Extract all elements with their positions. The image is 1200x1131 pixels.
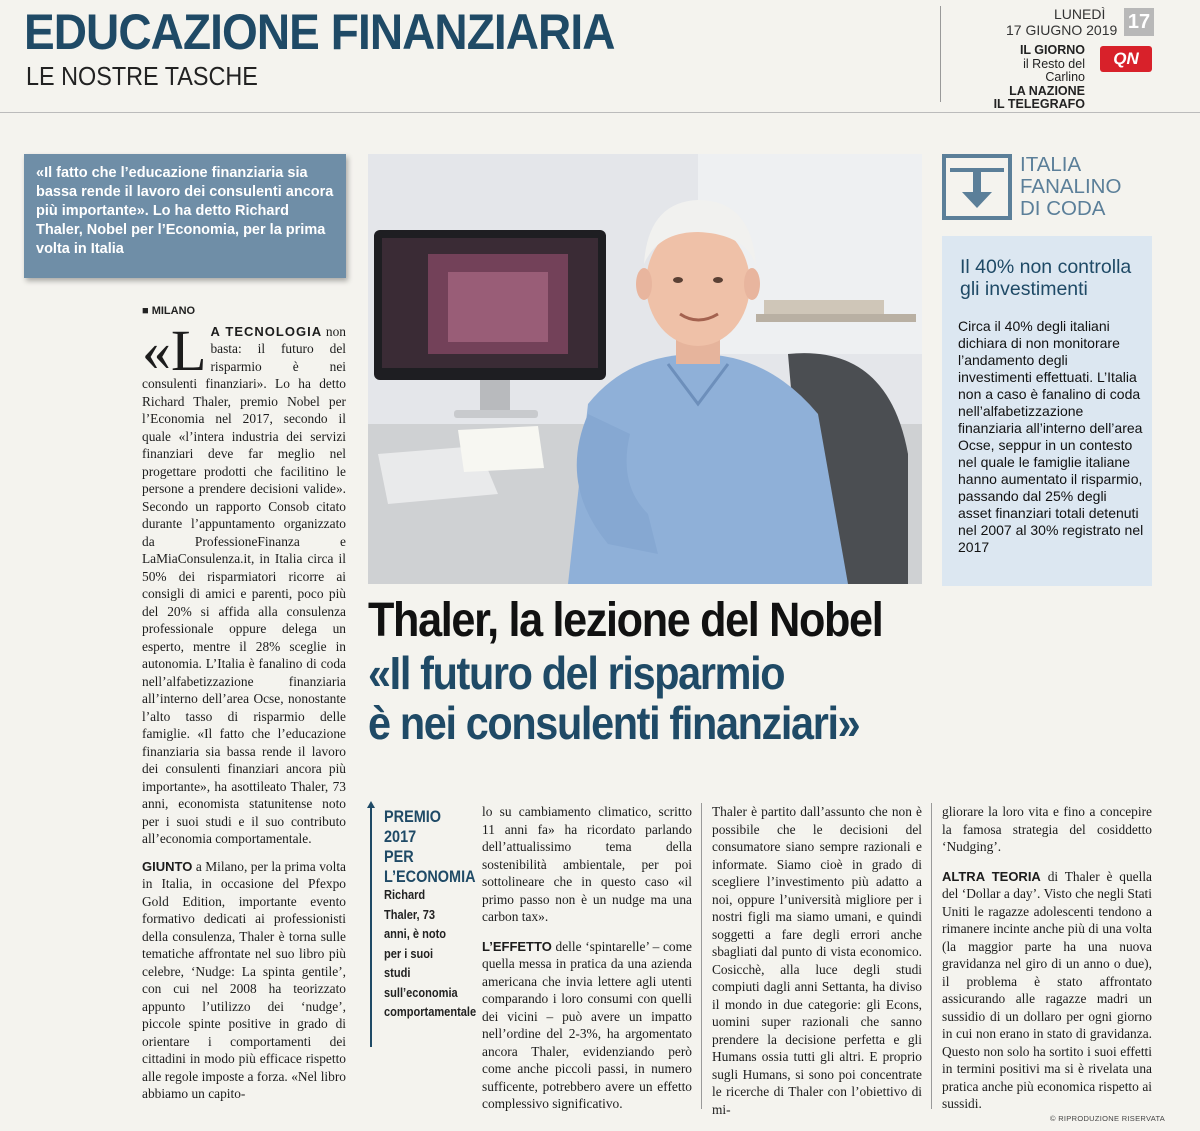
arrow-down-icon — [946, 158, 1008, 216]
award-label-line: PREMIO 2017 — [384, 807, 442, 846]
sidebar-body: Circa il 40% degli italiani dichiara di non monitorare l’andamento degli investimenti effettuati. L’Italia non a caso è fanalino di coda nell’alfabetizzazione finanziaria all’interno dell’area Ocse, seppur in un contesto nel quale le famiglie italiane hanno aumentato il risparmio, passando dal 25% degli asset finanziari totali detenuti nel 2007 al 30% registrato nel 2017 — [958, 318, 1144, 555]
article-paragraph: gliorare la loro vita e fino a concepire la famosa strategia del cosiddetto ‘Nudging’. — [942, 804, 1152, 854]
article-column-4 — [942, 803, 1152, 1125]
award-rule — [370, 803, 372, 1047]
article-paragraph — [942, 868, 1152, 1113]
sidebar-title-line: DI CODA — [1020, 197, 1106, 220]
headline-line-1: Thaler, la lezione del Nobel — [368, 594, 883, 647]
paragraph-text: non basta: il futuro del risparmio è nei consulenti finanziari». Lo ha detto Richard Thaler, premio Nobel per l’Economia nel 2017, secondo il quale «l’intera industria dei servizi finanziari deve far meglio nel progettare prodotti che facilitino le persone a prendere decisioni valide». Secondo un rapporto Consob citato durante l’appuntamento organizzato da ProfessioneFinanza e LaMiaConsulenza.it, in Italia circa il 50% dei risparmiatori ricorre ai consigli di amici e parenti, poco più del 20% si affida alla consulenza professionale oppure delega un esperto, mentre il 28% sceglie in autonomia. L’Italia è fanalino di coda nell’alfabetizzazione finanziaria all’interno dell’area Ocse, nonostante l’alto tasso di risparmio delle famiglie. «Il fatto che l’educazione finanziaria sia bassa rende il lavoro dei consulenti finanziari ancora più importante», ha asottileato Thaler, 73 anni, economista statunitense noto per i suoi studi e il suo contributo all’economia comportamentale. — [142, 323, 346, 846]
qn-logo: QN — [1100, 46, 1152, 72]
article-column-2 — [482, 803, 692, 1125]
headline-line-3: è nei consulenti finanziari» — [368, 697, 860, 749]
arrow-up-icon — [367, 801, 375, 808]
issue-date: 17 GIUGNO 2019 — [1006, 22, 1118, 38]
award-label-line: L’ECONOMIA — [384, 867, 476, 886]
article-paragraph: Thaler è partito dall’assunto che non è possibile che le decisioni del consumatore siano sempre razionali e informate. Siamo cioè in grado di scegliere l’investimento più adatto a noi, oppure l’università migliore per i nostri figli ma siamo umani, e quindi soggetti a fare degli errori anche sbagliati dal punto di vista economico. Cosicchè, alla luce degli studi compiuti dagli anni Settanta, ha diviso il mondo in due categorie: gli Econs, uomini super razionali che sanno prendere la decisione perfetta e gli Humans ossia tutti gli altri. E proprio sugli Humans, si sono poi concentrate le ricerche di Thaler con l’obiettivo di mi- — [712, 804, 922, 1117]
headline — [368, 594, 1168, 748]
download-arrow-icon — [942, 154, 1012, 220]
pull-quote-text: «Il fatto che l’educazione finanziaria sia bassa rende il lavoro dei consulenti ancora più importante». Lo ha detto Richard Thaler, Nobel per l’Economia, per la prima volta in Italia — [36, 165, 334, 257]
sidebar-heading: Il 40% non controlla gli investimenti — [960, 256, 1132, 300]
section-subtitle: LE NOSTRE TASCHE — [26, 61, 258, 91]
pull-quote-box — [24, 154, 346, 278]
lead-word: A TECNOLOGIA — [210, 323, 323, 339]
newspaper-list — [985, 44, 1085, 112]
article-paragraph: lo su cambiamento climatico, scritto 11 anni fa» ha ricordato parlando dell’attualissimo tema della sostenibilità ambientale, per poi sottolineare che in questo caso «il primo passo non è un nudge ma una carbon tax». — [482, 804, 692, 924]
thaler-photo — [368, 154, 922, 584]
article-paragraph — [482, 938, 692, 1113]
issue-day: LUNEDÌ — [1054, 6, 1106, 22]
page-number: 17 — [1124, 8, 1154, 36]
article-column-1 — [142, 303, 346, 1113]
paper-name: il Resto del Carlino — [1023, 56, 1085, 84]
sidebar-title — [1020, 154, 1121, 220]
award-label-line: PER — [384, 847, 414, 866]
headline-line-2: «Il futuro del risparmio — [368, 647, 785, 699]
article-column-3 — [712, 803, 922, 1130]
column-divider — [931, 803, 932, 1109]
column-divider — [701, 803, 702, 1109]
award-caption: Richard Thaler, 73 anni, è noto per i suoi studi sull’economia comportamentale — [384, 887, 477, 1019]
section-title: EDUCAZIONE FINANZIARIA — [24, 4, 615, 60]
paragraph-kicker: ALTRA TEORIA — [942, 868, 1041, 884]
paragraph-text: delle ‘spintarelle’ – come quella messa in pratica da una azienda americana che invia lettere agli utenti comparando i loro consumi con quelli dei vicini – può avere un impatto nell’ordine del 2-3%, ha argomentato ancora Thaler, evidenziando però come anche piccoli passi, in numero sufficente, potrebbero avere un effetto complessivo significativo. — [482, 938, 692, 1111]
sidebar-title-line: ITALIA — [1020, 153, 1082, 176]
paper-name: IL TELEGRAFO — [993, 97, 1085, 111]
article-lead-paragraph — [142, 317, 346, 848]
paper-name: LA NAZIONE — [1009, 83, 1085, 98]
paragraph-kicker: GIUNTO — [142, 858, 193, 874]
photo-illustration — [368, 154, 922, 584]
header-divider — [0, 112, 1200, 113]
dateline: ■ MILANO — [142, 305, 196, 317]
copyright-notice: © RIPRODUZIONE RISERVATA — [1050, 1114, 1166, 1123]
award-label — [384, 807, 476, 887]
paragraph-text: a Milano, per la prima volta in Italia, in occasione del Pfexpo Gold Edition, importante evento formativo dedicati ai professionisti della consulenza, Thaler è torna sulle tematiche affrontate nel suo libro più celebre, ‘Nudge: La spinta gentile’, con cui nel 2008 ha teorizzato appunto l’utilizzo dei ‘nudge’, piccole spinte positive in grado di orientare i comportamenti dei cittadini in modo più efficace rispetto alle regole imposte a forza. «Nel libro abbiamo un capito- — [142, 858, 346, 1101]
paragraph-text: di Thaler è quella del ‘Dollar a day’. Visto che negli Stati Uniti le ragazze adolescenti tendono a rimanere incinte anche più di una volta (la maggior parte ha una nuova gravidanza nel giro di un anno o due), il problema è stato affrontato assicurando alle ragazze madri un sussidio di un dollaro per ogni giorno in cui non erano in stato di gravidanza. Questo non solo ha sortito i suoi effetti in termini positivi ma si è rivelata una pratica anche più economica rispetto ai sussidi. — [942, 868, 1152, 1111]
paper-name: IL GIORNO — [1019, 43, 1085, 57]
sidebar-title-line: FANALINO — [1020, 175, 1122, 198]
drop-cap: «L — [142, 317, 207, 383]
article-paragraph — [142, 858, 346, 1103]
paragraph-kicker: L’EFFETTO — [482, 938, 552, 954]
